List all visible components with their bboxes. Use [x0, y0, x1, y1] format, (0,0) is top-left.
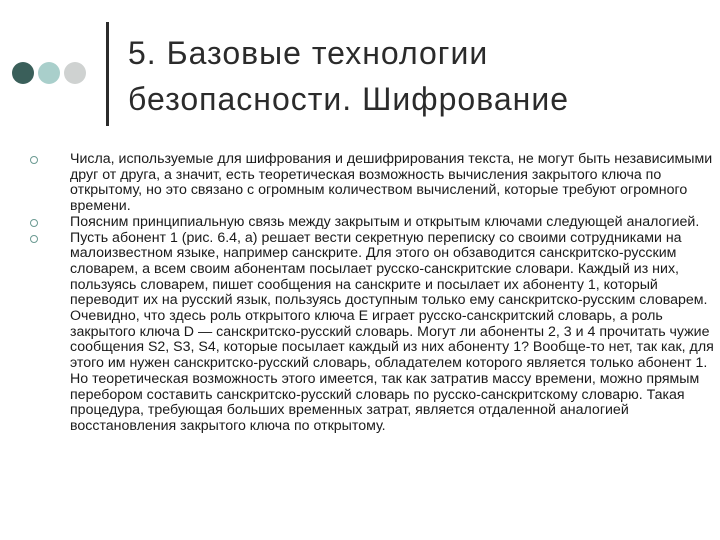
slide-title-line-1: 5. Базовые технологии: [128, 35, 489, 71]
bullet-item: [30, 231, 714, 435]
light-dot-icon: [38, 62, 60, 84]
dark-dot-icon: [12, 62, 34, 84]
decorative-dots: [0, 62, 100, 84]
hollow-circle-bullet-icon: [30, 219, 38, 227]
hollow-circle-bullet-icon: [30, 235, 38, 243]
gray-dot-icon: [64, 62, 86, 84]
slide-title-line-2: безопасности. Шифрование: [128, 81, 569, 117]
slide-title: [128, 30, 708, 122]
bullet-text: Поясним принципиальную связь между закрытым и открытым ключами следующей аналогией.: [70, 213, 700, 230]
bullet-text: Числа, используемые для шифрования и дешифрирования текста, не могут быть независимыми друг от друга, а значит, есть теоретическая возможность вычисления закрытого ключа по открытому, но это связано с огромным количеством вычислений, которые требуют огромного времени.: [70, 151, 713, 215]
title-divider-line: [106, 22, 109, 126]
bullet-text: Пусть абонент 1 (рис. 6.4, а) решает вести секретную переписку со своими сотрудниками на малоизвестном языке, например санскрите. Для этого он обзаводится санскритско-русским словарем, а всем своим абонентам посылает русско-санскритские словари. Каждый из них, пользуясь словарем, пишет сообщения на санскрите и посылает их абоненту 1, который переводит их на русский язык, пользуясь доступным только ему санскритско-русским словарем. Очевидно, что здесь роль открытого ключа Е играет русско-санскритский словарь, а роль закрытого ключа D — санскритско-русский словарь. Могут ли абоненты 2, 3 и 4 прочитать чужие сообщения S2, S3, S4, которые посылает каждый из них абоненту 1? Вообще-то нет, так как, для этого им нужен санскритско-русский словарь, обладателем которого является только абонент 1. Но теоретическая возможность этого имеется, так как затратив массу времени, можно прямым перебором составить санскритско-русский словарь по русско-санскритскому словарю. Такая процедура, требующая больших временных затрат, является отдаленной аналогией восстановления закрытого ключа по открытому.: [70, 229, 714, 434]
bullet-item: [30, 152, 714, 215]
bullet-item: [30, 215, 714, 231]
hollow-circle-bullet-icon: [30, 156, 38, 164]
bullet-list: [30, 152, 714, 435]
